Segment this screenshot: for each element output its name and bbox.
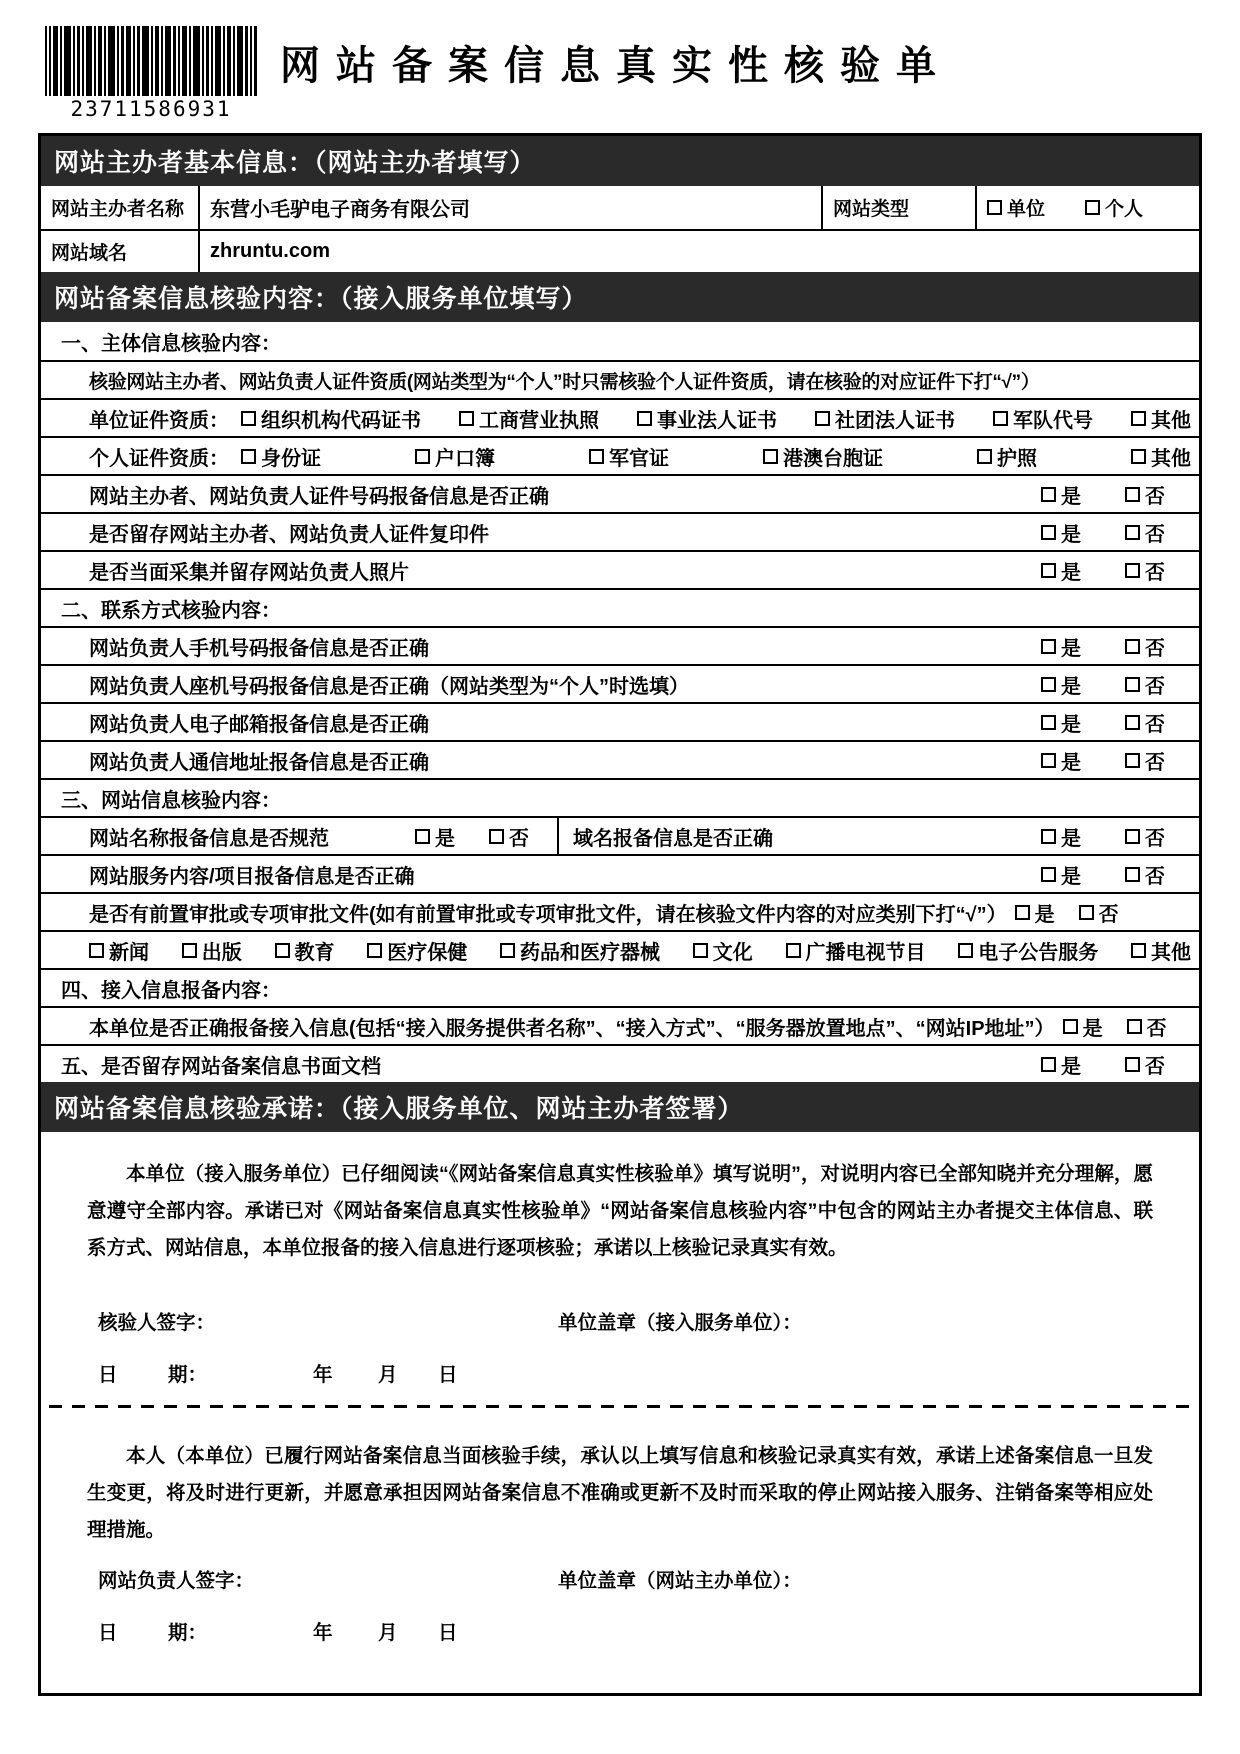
check-row-email-correct [41, 702, 1199, 740]
id-number-correct-text: 网站主办者、网站负责人证件号码报备信息是否正确 [89, 485, 549, 508]
checkbox[interactable] [1041, 525, 1056, 540]
approval-categories-option [786, 936, 926, 965]
approval-categories-option-label: 广播电视节目 [805, 941, 926, 964]
checkbox[interactable] [1085, 200, 1100, 215]
yes-option-label: 是 [1061, 675, 1081, 698]
date-month: 月 [378, 1622, 398, 1644]
no-option-label: 否 [509, 827, 529, 850]
checkbox[interactable] [500, 943, 515, 958]
yes-option-label: 是 [435, 827, 455, 850]
check-row-copies-retained [41, 512, 1199, 550]
personal-credentials-option-label: 其他 [1151, 447, 1191, 470]
yes-no-group [1063, 1012, 1175, 1041]
mobile-correct-text: 网站负责人手机号码报备信息是否正确 [89, 637, 429, 660]
unit-credentials-option [993, 404, 1093, 433]
document-header [38, 22, 1202, 128]
checkbox[interactable] [786, 943, 801, 958]
no-option [1125, 822, 1165, 851]
unit-credentials-option [815, 404, 955, 433]
date-month: 月 [378, 1364, 398, 1386]
yes-option [1063, 1012, 1103, 1041]
pre-approval-text: 是否有前置审批或专项审批文件(如有前置审批或专项审批文件，请在核验文件内容的对应类别下打“√”） [89, 903, 1007, 926]
checkbox[interactable] [958, 943, 973, 958]
yes-option [1041, 670, 1081, 699]
check-row-personal-credentials [41, 436, 1199, 474]
verification-table [41, 322, 1199, 1082]
yes-no-group [1041, 670, 1199, 699]
yes-no-group [1041, 746, 1199, 775]
checkbox[interactable] [1041, 867, 1056, 882]
cut-line [49, 1405, 1191, 1408]
isp-sign-row [41, 1307, 1199, 1333]
checkbox[interactable] [1131, 943, 1146, 958]
owner-sign-label: 网站负责人签字： [98, 1570, 255, 1592]
domain-label: 网站域名 [51, 243, 128, 264]
yes-no-group [415, 822, 557, 851]
checkbox[interactable] [987, 200, 1002, 215]
unit-credentials-option-label: 社团法人证书 [835, 409, 955, 432]
personal-credentials-option-label: 军官证 [609, 447, 669, 470]
date-day: 日 [438, 1622, 458, 1644]
unit-credentials-option [1131, 404, 1191, 433]
check-row-contact-info-section [41, 588, 1199, 626]
yes-no-group [1041, 480, 1199, 509]
yes-option [1015, 898, 1055, 927]
approval-categories-option-label: 医疗保健 [387, 941, 468, 964]
site-type-label: 网站类型 [821, 186, 975, 229]
yes-option [1041, 632, 1081, 661]
unit-credentials-options [241, 404, 1199, 433]
checkbox[interactable] [1041, 677, 1056, 692]
no-option-label: 否 [1146, 1017, 1167, 1040]
yes-option-label: 是 [1061, 865, 1081, 888]
access-info-section-label: 四、接入信息报备内容： [61, 979, 281, 1002]
owner-sign-row [41, 1565, 1199, 1591]
yes-option-label: 是 [1061, 751, 1081, 774]
check-row-landline-correct [41, 664, 1199, 702]
personal-credentials-option-label: 港澳台胞证 [783, 447, 883, 470]
check-row-approval-categories [41, 930, 1199, 968]
checkbox[interactable] [1063, 1019, 1078, 1034]
approval-categories-option-label: 新闻 [109, 941, 149, 964]
personal-credentials-option [1131, 442, 1191, 471]
yes-no-group [1041, 822, 1199, 851]
barcode-block [44, 26, 258, 121]
checkbox[interactable] [993, 411, 1008, 426]
unit-credentials-option-label: 组织机构代码证书 [261, 409, 421, 432]
service-content-correct-text: 网站服务内容/项目报备信息是否正确 [89, 865, 415, 888]
website-info-section-label: 三、网站信息核验内容： [61, 789, 281, 812]
checkbox[interactable] [1079, 905, 1094, 920]
checkbox[interactable] [415, 449, 430, 464]
site-type-option-unit [987, 194, 1045, 221]
isp-date-row [41, 1359, 1199, 1385]
date-qi: 期： [168, 1622, 208, 1644]
yes-no-group [1041, 708, 1199, 737]
approval-categories-option-label: 文化 [712, 941, 753, 964]
access-report-correct-text: 本单位是否正确报备接入信息(包括“接入服务提供者名称”、“接入方式”、“服务器放置地点”、“网站IP地址”） [89, 1017, 1055, 1040]
domain-value: zhruntu.com [198, 231, 1199, 272]
checkbox[interactable] [89, 943, 104, 958]
paper-archive-text: 五、是否留存网站备案信息书面文档 [61, 1055, 381, 1078]
page-title: 网站备案信息真实性核验单 [280, 44, 952, 88]
no-option-label: 否 [1145, 637, 1165, 660]
owner-name-value: 东营小毛驴电子商务有限公司 [198, 186, 821, 229]
checkbox[interactable] [1125, 487, 1140, 502]
isp-seal-label: 单位盖章（接入服务单位）： [558, 1312, 802, 1334]
approval-categories-option [275, 936, 335, 965]
no-option [1125, 746, 1165, 775]
no-option-label: 否 [1145, 675, 1165, 698]
owner-name-row [41, 186, 1199, 229]
name-and-domain-right [559, 822, 1199, 851]
checkbox[interactable] [693, 943, 708, 958]
approval-categories-option-label: 出版 [201, 941, 242, 964]
yes-option [1041, 1050, 1081, 1079]
yes-option-label: 是 [1061, 1055, 1081, 1078]
no-option [1125, 860, 1165, 889]
checkbox[interactable] [1131, 411, 1146, 426]
check-row-address-correct [41, 740, 1199, 778]
checkbox[interactable] [1015, 905, 1030, 920]
personal-credentials-option-label: 护照 [997, 447, 1037, 470]
address-correct-text: 网站负责人通信地址报备信息是否正确 [89, 751, 429, 774]
check-row-paper-archive [41, 1044, 1199, 1082]
approval-categories-option [182, 936, 242, 965]
site-type-option-personal [1085, 194, 1143, 221]
checkbox[interactable] [1041, 1057, 1056, 1072]
checkbox[interactable] [1125, 829, 1140, 844]
date-year: 年 [313, 1364, 333, 1386]
photo-collected-text: 是否当面采集并留存网站负责人照片 [89, 561, 409, 584]
unit-credentials-option-label: 事业法人证书 [657, 409, 777, 432]
check-row-access-info-section [41, 968, 1199, 1006]
no-option [1125, 556, 1165, 585]
yes-option [1041, 746, 1081, 775]
checkbox[interactable] [241, 411, 256, 426]
site-type-option-personal-label: 个人 [1105, 199, 1144, 220]
domain-row [41, 229, 1199, 272]
no-option [1125, 480, 1165, 509]
checkbox[interactable] [1041, 753, 1056, 768]
no-option [1125, 632, 1165, 661]
no-option-label: 否 [1145, 827, 1165, 850]
name-and-domain-left [41, 818, 559, 854]
check-row-access-report-correct [41, 1006, 1199, 1044]
no-option-label: 否 [1098, 903, 1119, 926]
check-row-subject-info-section [41, 322, 1199, 360]
check-row-credential-note [41, 360, 1199, 398]
date-day: 日 [438, 1364, 458, 1386]
personal-credentials-label: 个人证件资质： [89, 447, 229, 470]
checkbox[interactable] [589, 449, 604, 464]
yes-option-label: 是 [1061, 485, 1081, 508]
site-type-option-unit-label: 单位 [1007, 199, 1046, 220]
owner-date-row [41, 1617, 1199, 1643]
checkbox[interactable] [1125, 1057, 1140, 1072]
credential-note-text: 核验网站主办者、网站负责人证件资质(网站类型为“个人”时只需核验个人证件资质，请在核验的对应证件下打“√”） [89, 371, 1040, 393]
approval-categories-option-label: 电子公告服务 [978, 941, 1099, 964]
check-row-pre-approval [41, 892, 1199, 930]
checkbox[interactable] [977, 449, 992, 464]
checkbox[interactable] [489, 829, 504, 844]
yes-option-label: 是 [1061, 827, 1081, 850]
yes-no-group [1015, 898, 1127, 927]
yes-option [1041, 480, 1081, 509]
checkbox[interactable] [1125, 867, 1140, 882]
no-option [1125, 1050, 1165, 1079]
no-option [1125, 670, 1165, 699]
checkbox[interactable] [1125, 563, 1140, 578]
yes-option-label: 是 [1082, 1017, 1103, 1040]
check-row-unit-credentials [41, 398, 1199, 436]
checkbox[interactable] [815, 411, 830, 426]
personal-credentials-option [977, 442, 1037, 471]
checkbox[interactable] [1125, 677, 1140, 692]
approval-categories-option [500, 936, 660, 965]
no-option [1125, 708, 1165, 737]
personal-credentials-option-label: 身份证 [261, 447, 321, 470]
check-row-service-content-correct [41, 854, 1199, 892]
no-option-label: 否 [1145, 751, 1165, 774]
checkbox[interactable] [1125, 715, 1140, 730]
personal-credentials-option [415, 442, 495, 471]
checkbox[interactable] [1041, 715, 1056, 730]
approval-categories-option-label: 药品和医疗器械 [520, 941, 660, 964]
checkbox[interactable] [182, 943, 197, 958]
unit-credentials-option [637, 404, 777, 433]
checkbox[interactable] [1127, 1019, 1142, 1034]
unit-credentials-option [241, 404, 421, 433]
checkbox[interactable] [241, 449, 256, 464]
owner-pledge-paragraph: 本人（本单位）已履行网站备案信息当面核验手续，承认以上填写信息和核验记录真实有效，承诺上述备案信息一旦发生变更，将及时进行更新，并愿意承担因网站备案信息不准确或更新不及时而采取的停止网站接入服务、注销备案等相应处理措施。 [87, 1445, 1153, 1541]
unit-credentials-option-label: 其他 [1151, 409, 1191, 432]
date-ri: 日 [98, 1622, 118, 1644]
checkbox[interactable] [1041, 487, 1056, 502]
approval-categories-option [89, 936, 149, 965]
personal-credentials-option [589, 442, 669, 471]
yes-option [415, 822, 455, 851]
barcode-number: 23711586931 [70, 97, 232, 121]
checkbox[interactable] [1041, 639, 1056, 654]
no-option [1079, 898, 1119, 927]
date-ri: 日 [98, 1364, 118, 1386]
personal-credentials-options [241, 442, 1199, 471]
check-section-header: 网站备案信息核验内容：（接入服务单位填写） [41, 272, 1199, 322]
subject-info-section-label: 一、主体信息核验内容： [61, 332, 281, 355]
approval-categories-option-label: 其他 [1151, 941, 1191, 964]
checkbox[interactable] [415, 829, 430, 844]
pledge-section-header: 网站备案信息核验承诺：（接入服务单位、网站主办者签署） [41, 1082, 1199, 1132]
no-option-label: 否 [1145, 1055, 1165, 1078]
copies-retained-text: 是否留存网站主办者、网站负责人证件复印件 [89, 523, 489, 546]
no-option-label: 否 [1145, 713, 1165, 736]
checkbox[interactable] [763, 449, 778, 464]
no-option [1127, 1012, 1167, 1041]
yes-option [1041, 860, 1081, 889]
barcode-image [44, 26, 258, 96]
yes-no-group [1041, 1050, 1199, 1079]
owner-name-label: 网站主办者名称 [51, 199, 185, 220]
yes-no-group [1041, 632, 1199, 661]
owner-seal-label: 单位盖章（网站主办单位）： [558, 1570, 802, 1592]
checkbox[interactable] [275, 943, 290, 958]
unit-credentials-label: 单位证件资质： [89, 409, 229, 432]
approval-categories-option [367, 936, 467, 965]
yes-no-group [1041, 518, 1199, 547]
verifier-sign-label: 核验人签字： [98, 1312, 216, 1334]
isp-pledge-paragraph: 本单位（接入服务单位）已仔细阅读“《网站备案信息真实性核验单》填写说明”，对说明内容已全部知晓并充分理解，愿意遵守全部内容。承诺已对《网站备案信息真实性核验单》“网站备案信息核验内容”中包含的网站主办者提交主体信息、联系方式、网站信息，本单位报备的接入信息进行逐项核验；承诺以上核验记录真实有效。 [87, 1163, 1153, 1259]
email-correct-text: 网站负责人电子邮箱报备信息是否正确 [89, 713, 429, 736]
check-row-mobile-correct [41, 626, 1199, 664]
checkbox[interactable] [1125, 753, 1140, 768]
check-row-name-and-domain [41, 816, 1199, 854]
unit-credentials-option-label: 工商营业执照 [479, 409, 599, 432]
no-option-label: 否 [1145, 865, 1165, 888]
yes-option-label: 是 [1061, 523, 1081, 546]
checkbox[interactable] [1125, 525, 1140, 540]
contact-info-section-label: 二、联系方式核验内容： [61, 599, 281, 622]
no-option [1125, 518, 1165, 547]
no-option [489, 822, 529, 851]
no-option-label: 否 [1145, 523, 1165, 546]
personal-credentials-option-label: 户口簿 [435, 447, 495, 470]
date-qi: 期： [168, 1364, 208, 1386]
approval-categories-option [1131, 936, 1191, 965]
checkbox[interactable] [1041, 563, 1056, 578]
checkbox[interactable] [459, 411, 474, 426]
yes-option [1041, 708, 1081, 737]
yes-no-group [1041, 860, 1199, 889]
checkbox[interactable] [1125, 639, 1140, 654]
checkbox[interactable] [637, 411, 652, 426]
checkbox[interactable] [367, 943, 382, 958]
yes-option-label: 是 [1061, 637, 1081, 660]
yes-no-group [1041, 556, 1199, 585]
date-year: 年 [313, 1622, 333, 1644]
unit-credentials-option [459, 404, 599, 433]
yes-option-label: 是 [1061, 713, 1081, 736]
owner-section-header: 网站主办者基本信息：（网站主办者填写） [41, 136, 1199, 186]
landline-correct-text: 网站负责人座机号码报备信息是否正确（网站类型为“个人”时选填） [89, 675, 689, 698]
name-and-domain-left-text: 网站名称报备信息是否规范 [89, 827, 329, 850]
approval-categories-options [41, 936, 1199, 965]
personal-credentials-option [241, 442, 321, 471]
yes-option-label: 是 [1034, 903, 1055, 926]
site-type-options [975, 186, 1199, 229]
checkbox[interactable] [1041, 829, 1056, 844]
name-and-domain-right-text: 域名报备信息是否正确 [573, 827, 773, 850]
yes-option [1041, 556, 1081, 585]
check-row-photo-collected [41, 550, 1199, 588]
personal-credentials-option [763, 442, 883, 471]
pledge-area [41, 1156, 1199, 1693]
no-option-label: 否 [1145, 561, 1165, 584]
yes-option [1041, 822, 1081, 851]
yes-option-label: 是 [1061, 561, 1081, 584]
verification-form [38, 133, 1202, 1696]
checkbox[interactable] [1131, 449, 1146, 464]
check-row-website-info-section [41, 778, 1199, 816]
no-option-label: 否 [1145, 485, 1165, 508]
check-row-id-number-correct [41, 474, 1199, 512]
unit-credentials-option-label: 军队代号 [1013, 409, 1093, 432]
approval-categories-option-label: 教育 [294, 941, 335, 964]
approval-categories-option [693, 936, 753, 965]
approval-categories-option [958, 936, 1098, 965]
yes-option [1041, 518, 1081, 547]
